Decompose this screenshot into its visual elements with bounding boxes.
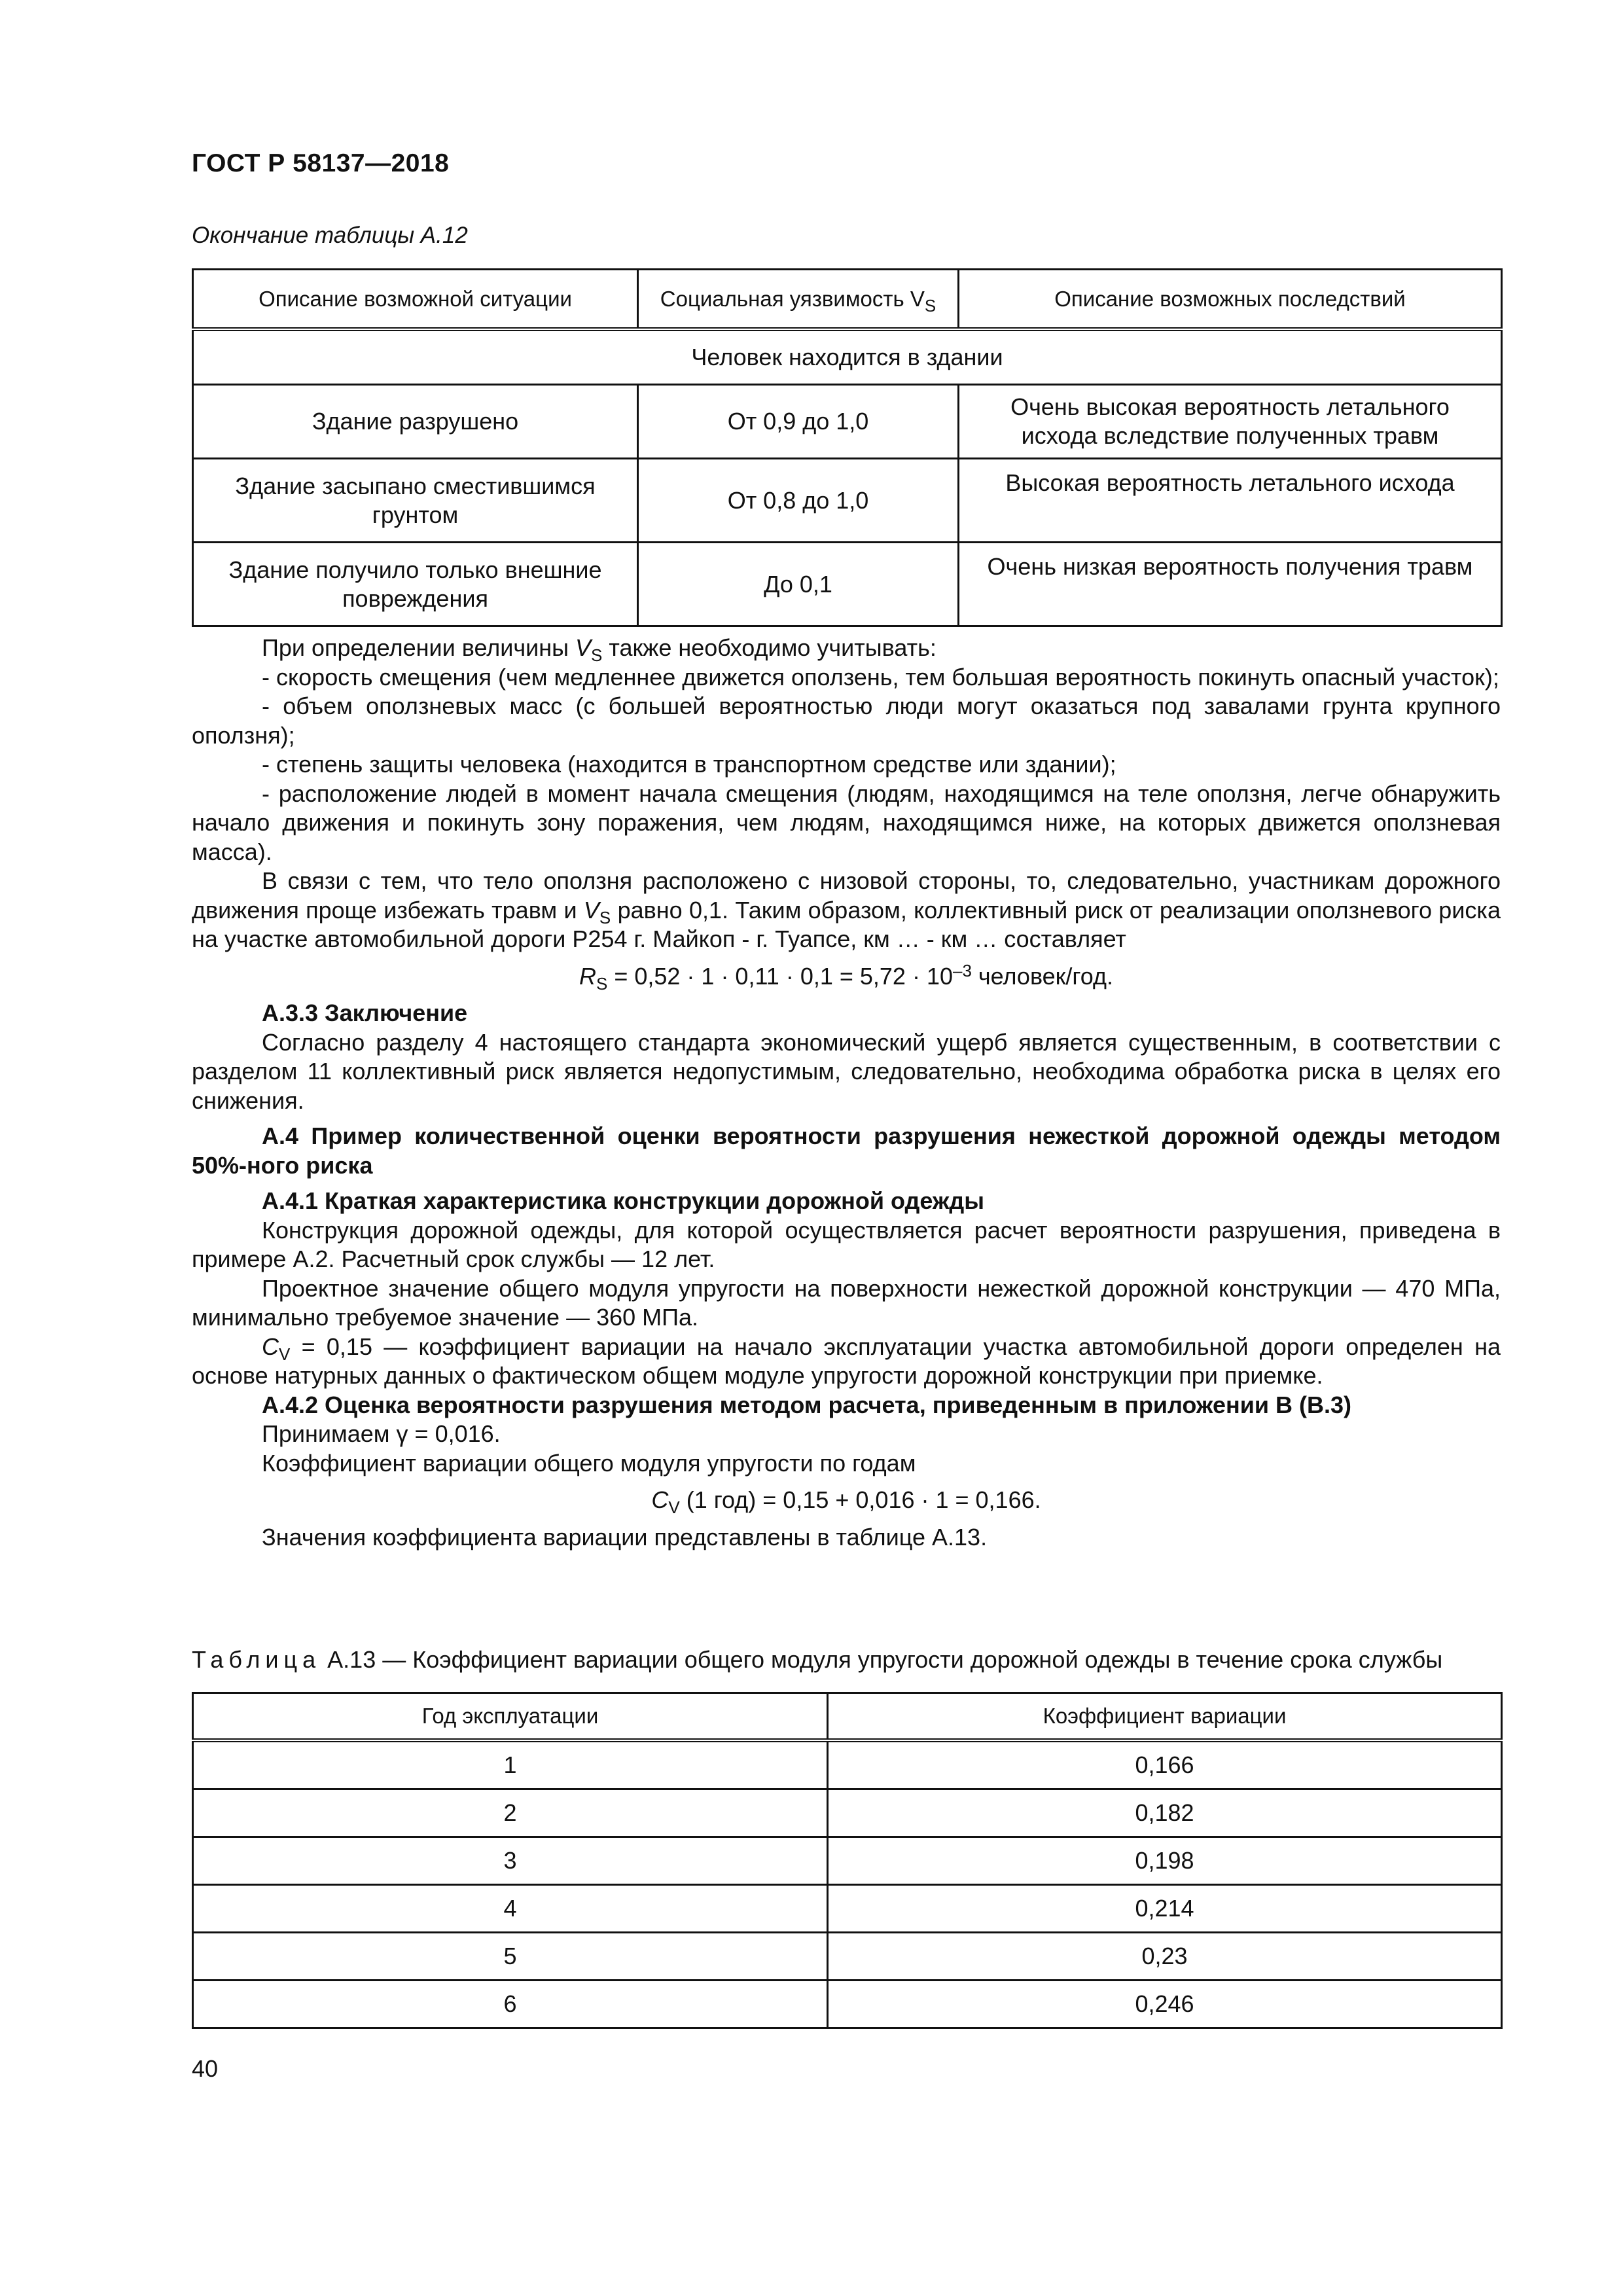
heading-a33: А.3.3 Заключение <box>262 999 468 1026</box>
cell-year: 5 <box>193 1933 828 1981</box>
group-label: Человек находится в здании <box>193 329 1502 385</box>
table-row <box>193 1789 1502 1837</box>
page-header: ГОСТ Р 58137—2018 <box>192 149 450 177</box>
table-a13 <box>192 1692 1503 2029</box>
table-row <box>193 1837 1502 1885</box>
table-header-row <box>193 270 1502 330</box>
paragraph-table-ref: Значения коэффициента вариации представлены в таблице А.13. <box>262 1523 988 1551</box>
bullet-item: - степень защиты человека (находится в транспортном средстве или здании); <box>262 751 1116 778</box>
table-header-row <box>193 1693 1502 1741</box>
formula-rs: $R_S = 0,52 \cdot 1 \cdot 0,11 \cdot 0,1 = 5,72 \cdot 10^{-3}$ человек/год. <box>579 960 1114 994</box>
paragraph-conclusion: Согласно разделу 4 настоящего стандарта экономический ущерб является существенным, в соответствии с разделом 11 коллективный риск является недопустимым, следовательно, необходима обработка риска в целях его снижения. <box>192 1028 1501 1114</box>
table-a12 <box>192 268 1503 627</box>
cell-year: 3 <box>193 1837 828 1885</box>
cell-vulnerability: До 0,1 <box>638 543 959 626</box>
cell-coef: 0,198 <box>828 1837 1502 1885</box>
cell-coef: 0,182 <box>828 1789 1502 1837</box>
cell-year: 6 <box>193 1981 828 2028</box>
paragraph-construction: Конструкция дорожной одежды, для которой осуществляется расчет вероятности разрушения, приведена в примере А.2. Расчетный срок службы — 12 лет. <box>192 1216 1501 1272</box>
col-header-vulnerability: Социальная уязвимость $V_S$ <box>638 270 959 330</box>
page-number: 40 <box>192 2055 219 2082</box>
bullet-item: - объем оползневых масс (с большей вероятностью люди могут оказаться под завалами грунта крупного оползня); <box>192 692 1501 749</box>
col-header-coef: Коэффициент вариации <box>828 1693 1502 1741</box>
cell-situation: Здание засыпано сместившимся грунтом <box>193 459 638 543</box>
table-row <box>193 459 1502 543</box>
cell-consequences: Очень низкая вероятность получения травм <box>959 543 1502 626</box>
heading-a42: А.4.2 Оценка вероятности разрушения методом расчета, приведенным в приложении В (В.3) <box>262 1391 1351 1418</box>
cell-vulnerability: От 0,8 до 1,0 <box>638 459 959 543</box>
cell-year: 4 <box>193 1885 828 1933</box>
col-header-consequences: Описание возможных последствий <box>959 270 1502 330</box>
table-a12-continuation-caption: Окончание таблицы А.12 <box>192 223 468 248</box>
table-group-row <box>193 329 1502 385</box>
cell-situation: Здание получило только внешние повреждения <box>193 543 638 626</box>
table-row <box>193 1740 1502 1789</box>
cell-vulnerability: От 0,9 до 1,0 <box>638 385 959 459</box>
cell-coef: 0,23 <box>828 1933 1502 1981</box>
bullet-item: - расположение людей в момент начала смещения (людям, находящимся на теле оползня, легче обнаружить начало движения и покинуть зону поражения, чем людям, находящимся ниже, на которых движется оползневая масса). <box>192 780 1501 865</box>
table-row <box>193 543 1502 626</box>
paragraph-collective-risk: В связи с тем, что тело оползня расположено с низовой стороны, то, следовательно, участникам дорожного движения проще избежать травм и $V_S$ равно 0,1. Таким образом, коллективный риск от реализации оползневого риска на участке автомобильной дороги Р254 г. Майкоп - г. Туапсе, км … - км … составляет <box>192 867 1501 952</box>
paragraph-modulus: Проектное значение общего модуля упругости на поверхности нежесткой дорожной конструкции — 470 МПа, минимально требуемое значение — 360 МПа. <box>192 1274 1501 1331</box>
table-row <box>193 1885 1502 1933</box>
bullet-item: - скорость смещения (чем медленнее движется оползень, тем большая вероятность покинуть опасный участок); <box>262 663 1499 691</box>
table-row <box>193 1981 1502 2028</box>
table-row <box>193 385 1502 459</box>
paragraph-gamma: Принимаем γ = 0,016. <box>262 1420 501 1447</box>
table-a13-caption: Таблица А.13 — Коэффициент вариации общего модуля упругости дорожной одежды в течение срока службы <box>192 1646 1443 1673</box>
table-row <box>193 1933 1502 1981</box>
cell-consequences: Очень высокая вероятность летального исхода вследствие полученных травм <box>959 385 1502 459</box>
cell-year: 2 <box>193 1789 828 1837</box>
paragraph-cv: $C_V = 0,15$ — коэффициент вариации на начало эксплуатации участка автомобильной дороги определен на основе натурных данных о фактическом общем модуле упругости дорожной конструкции при приемке. <box>192 1333 1501 1389</box>
col-header-situation: Описание возможной ситуации <box>193 270 638 330</box>
heading-a4: А.4 Пример количественной оценки вероятности разрушения нежесткой дорожной одежды методом 50%-ного риска <box>192 1122 1501 1179</box>
paragraph-cv-years: Коэффициент вариации общего модуля упругости по годам <box>262 1449 916 1477</box>
heading-a41: А.4.1 Краткая характеристика конструкции дорожной одежды <box>262 1187 985 1214</box>
cell-coef: 0,246 <box>828 1981 1502 2028</box>
cell-consequences: Высокая вероятность летального исхода <box>959 459 1502 543</box>
cell-situation: Здание разрушено <box>193 385 638 459</box>
cell-coef: 0,214 <box>828 1885 1502 1933</box>
body-text <box>192 634 1501 1552</box>
cell-year: 1 <box>193 1740 828 1789</box>
formula-cv: $C_V$ (1 год) = 0,15 + 0,016 · 1 = 0,166. <box>651 1486 1041 1517</box>
col-header-year: Год эксплуатации <box>193 1693 828 1741</box>
cell-coef: 0,166 <box>828 1740 1502 1789</box>
paragraph-vs-factors: При определении величины $V_S$ также необходимо учитывать: <box>262 634 936 665</box>
